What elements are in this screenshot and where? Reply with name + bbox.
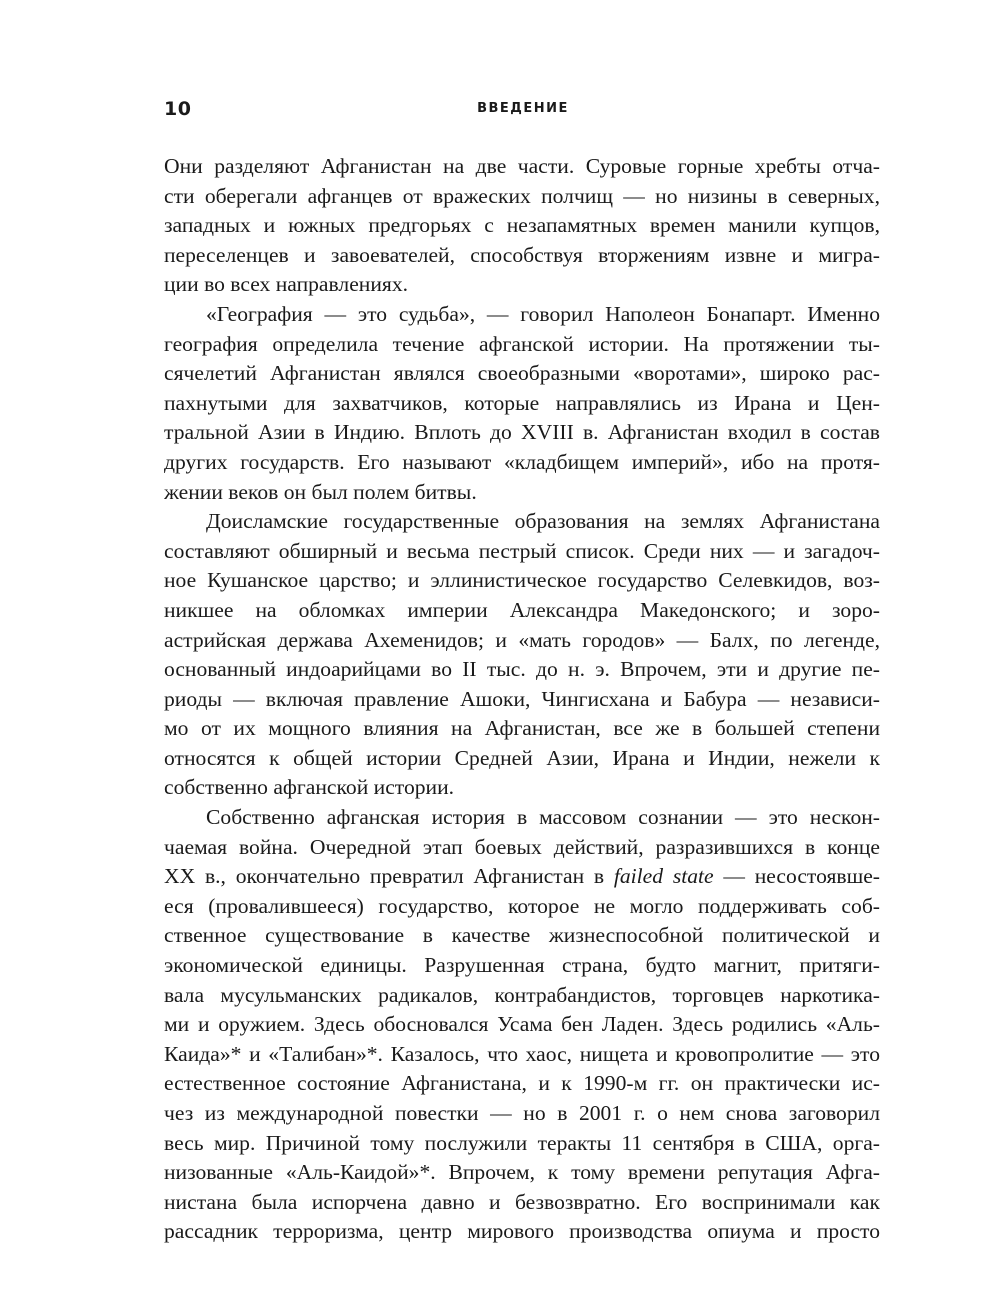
text-line: жении веков он был полем битвы. — [164, 479, 477, 504]
text-line: переселенцев и завоевателей, способствуя вторжениям извне и мигра- — [164, 242, 880, 267]
text-line: вала мусульманских радикалов, контрабандистов, торговцев наркотика- — [164, 982, 880, 1007]
text-line: низованные «Аль-Каидой»*. Впрочем, к тому времени репутация Афга- — [164, 1160, 880, 1185]
running-title: ВВЕДЕНИЕ — [477, 101, 569, 116]
text-line: нистана была испорчена давно и безвозвратно. Его воспринимали как — [164, 1189, 880, 1214]
text-line: естественное состояние Афганистана, и к 1990-м гг. он практически ис- — [164, 1071, 880, 1096]
text-line: география определила течение афганской истории. На протяжении ты- — [164, 331, 880, 356]
text-line: сячелетий Афганистан являлся своеобразными «воротами», широко рас- — [164, 361, 880, 386]
text-line: чаемая война. Очередной этап боевых действий, разразившихся в конце — [164, 834, 880, 859]
text-line: пахнутыми для захватчиков, которые направлялись из Ирана и Цен- — [164, 390, 880, 415]
text-line: ное Кушанское царство; и эллинистическое государство Селевкидов, воз- — [164, 568, 880, 593]
text-line: Они разделяют Афганистан на две части. Суровые горные хребты отча- — [164, 154, 880, 178]
text-line: весь мир. Причиной тому послужили теракты 11 сентября в США, орга- — [164, 1130, 880, 1155]
text-line: экономической единицы. Разрушенная страна, будто магнит, притяги- — [164, 953, 880, 978]
text-line: ми и оружием. Здесь обосновался Усама бен Ладен. Здесь родились «Аль- — [164, 1012, 880, 1037]
text-line: ции во всех направлениях. — [164, 272, 409, 297]
text-line: ственное существование в качестве жизнеспособной политической и — [164, 923, 880, 948]
text-line: Каида»* и «Талибан»*. Казалось, что хаос, нищета и кровопролитие — это — [164, 1041, 880, 1066]
text-line: риоды — включая правление Ашоки, Чингисхана и Бабура — независи- — [164, 686, 880, 711]
text-line: собственно афганской истории. — [164, 775, 455, 800]
text-line: астрийская держава Ахеменидов; и «мать городов» — Балх, по легенде, — [164, 627, 880, 652]
text-line: составляют обширный и весьма пестрый список. Среди них — и загадоч- — [164, 538, 880, 563]
text-line: относятся к общей истории Средней Азии, Ирана и Индии, нежели к — [164, 745, 880, 770]
text-line: «География — это судьба», — говорил Наполеон Бонапарт. Именно — [206, 301, 880, 326]
text-line: рассадник терроризма, центр мирового производства опиума и просто — [164, 1219, 880, 1244]
text-line: основанный индоарийцами во II тыс. до н. э. Впрочем, эти и другие пе- — [164, 657, 880, 682]
text-line: Собственно афганская история в массовом сознании — это нескон- — [206, 805, 880, 830]
text-line: никшее на обломках империи Александра Македонского; и зоро- — [164, 597, 880, 622]
text-line: сти оберегали афганцев от вражеских полчищ — но низины в северных, — [164, 183, 880, 208]
text-line: других государств. Его называют «кладбищем империй», ибо на протя- — [164, 449, 880, 474]
body-text — [164, 152, 880, 1247]
page-number: 10 — [164, 98, 192, 120]
text-line: тральной Азии в Индию. Вплоть до XVIII в. Афганистан входил в состав — [164, 420, 880, 445]
italic-term: failed state — [613, 864, 714, 889]
text-line: еся (провалившееся) государство, которое не могло поддерживать соб- — [164, 893, 880, 918]
text-line: западных и южных предгорьях с незапамятных времен манили купцов, — [164, 213, 880, 238]
text-line: мо от их мощного влияния на Афганистан, все же в большей степени — [164, 716, 880, 741]
text-line: XX в., окончательно превратил Афганистан в failed state — несостоявше- — [164, 864, 880, 889]
text-line: Доисламские государственные образования на землях Афганистана — [206, 509, 880, 534]
text-line: чез из международной повестки — но в 2001 г. о нем снова заговорил — [164, 1101, 880, 1125]
